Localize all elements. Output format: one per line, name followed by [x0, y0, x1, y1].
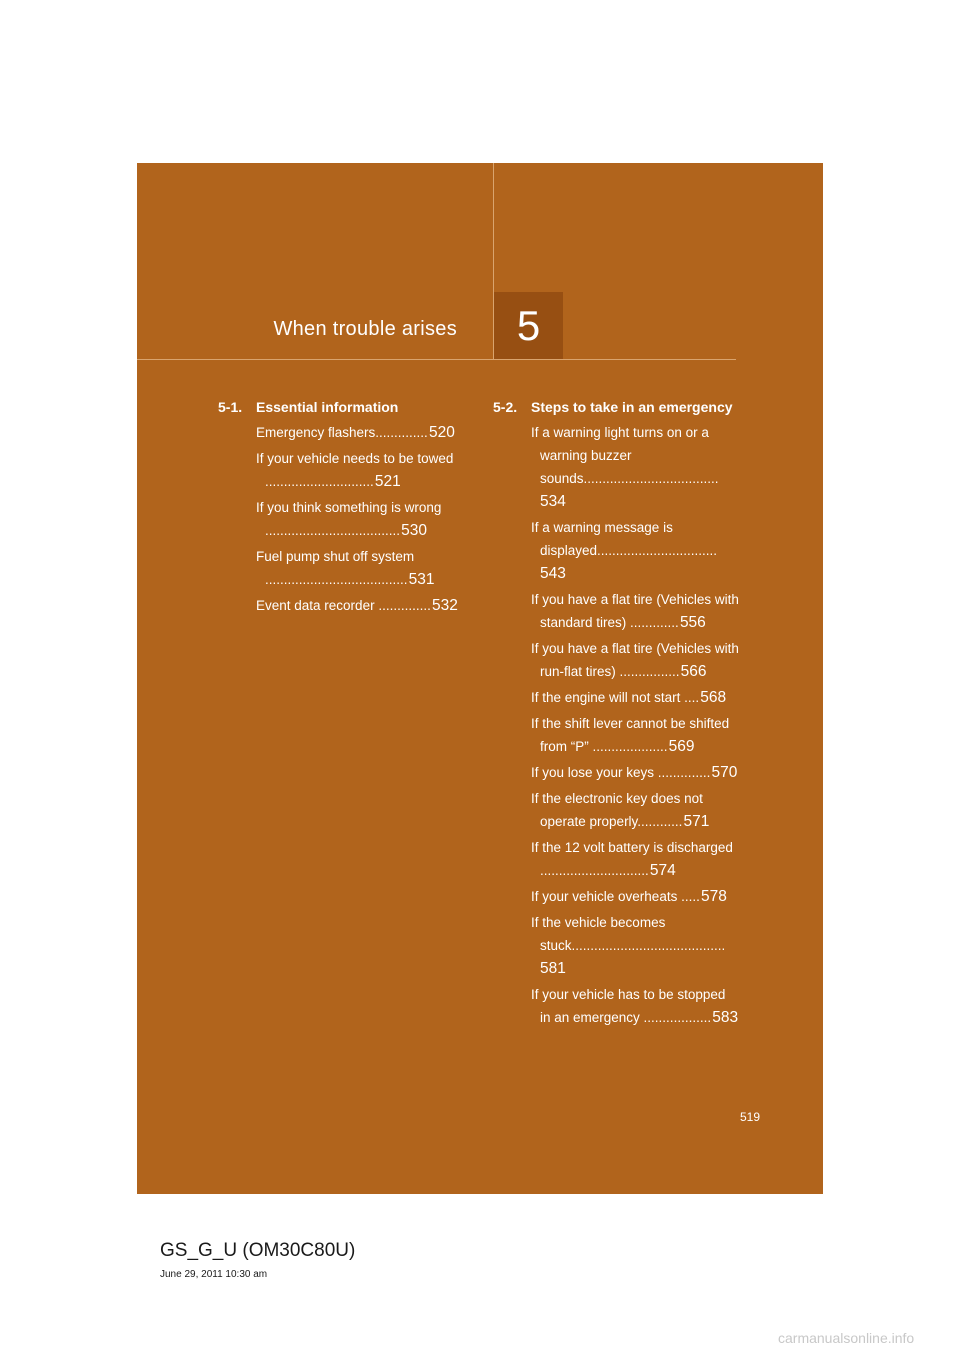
toc-entry[interactable]: [531, 911, 739, 980]
toc-entry[interactable]: [256, 447, 466, 493]
chapter-number-badge: 5: [494, 292, 563, 359]
entry-page: 556: [679, 614, 706, 631]
entry-text: If the shift lever cannot be shifted from “P” ....................: [531, 716, 730, 754]
page-number: 519: [739, 1110, 760, 1124]
toc-entry[interactable]: [531, 761, 739, 784]
entry-text: If you think something is wrong ....................................: [256, 500, 442, 538]
entry-page: 568: [700, 689, 727, 706]
toc-entry[interactable]: [531, 885, 739, 908]
entry-page: 534: [540, 493, 566, 510]
toc-entry[interactable]: [531, 516, 739, 585]
toc-entry[interactable]: [531, 637, 739, 683]
chapter-title: When trouble arises: [273, 318, 457, 340]
entry-text: If the vehicle becomes stuck.........................................: [531, 915, 726, 953]
toc-entry[interactable]: [256, 496, 466, 542]
entry-page: 578: [700, 888, 727, 905]
watermark: carmanualsonline.info: [778, 1330, 915, 1346]
entry-page: 530: [401, 522, 428, 539]
toc-entry[interactable]: [531, 836, 739, 882]
entry-text: If you lose your keys ..............: [531, 765, 711, 780]
divider-horizontal: [137, 359, 736, 360]
entry-page: 531: [408, 571, 435, 588]
entry-text: If the 12 volt battery is discharged .............................: [531, 840, 733, 878]
entry-page: 566: [680, 663, 707, 680]
toc-entry[interactable]: [531, 712, 739, 758]
section-heading: [218, 396, 466, 418]
entry-page: 583: [712, 1009, 739, 1026]
toc-section-5-1: [218, 396, 466, 620]
entry-text: If your vehicle needs to be towed .............................: [256, 451, 454, 489]
entry-text: If you have a flat tire (Vehicles with standard tires) .............: [531, 592, 739, 630]
entry-page: 581: [540, 960, 566, 977]
toc-entry[interactable]: [256, 594, 466, 617]
entry-text: Fuel pump shut off system ......................................: [256, 549, 415, 587]
entry-page: 521: [374, 473, 401, 490]
section-number: 5-2.: [493, 399, 518, 415]
section-number: 5-1.: [218, 399, 243, 415]
toc-entry[interactable]: [256, 545, 466, 591]
entry-page: 569: [668, 738, 695, 755]
section-title[interactable]: Essential information: [256, 399, 399, 415]
section-title[interactable]: Steps to take in an emergency: [531, 399, 733, 415]
entry-page: 520: [428, 424, 455, 441]
entry-page: 532: [431, 597, 458, 614]
entry-page: 543: [540, 565, 566, 582]
entry-page: 574: [649, 862, 676, 879]
section-heading: [493, 396, 739, 418]
entry-text: If your vehicle overheats .....: [531, 889, 700, 904]
toc-entry[interactable]: [531, 588, 739, 634]
entry-text: If the engine will not start ....: [531, 690, 700, 705]
toc-entry[interactable]: [531, 686, 739, 709]
entry-text: Emergency flashers..............: [256, 425, 428, 440]
entry-text: If a warning message is displayed................................: [531, 520, 718, 558]
document-date: June 29, 2011 10:30 am: [160, 1269, 268, 1280]
document-code: GS_G_U (OM30C80U): [160, 1240, 356, 1261]
entry-page: 571: [683, 813, 710, 830]
toc-entry[interactable]: [531, 421, 739, 513]
entry-text: If you have a flat tire (Vehicles with run-flat tires) ................: [531, 641, 739, 679]
toc-entry[interactable]: [256, 421, 466, 444]
entry-text: Event data recorder ..............: [256, 598, 431, 613]
entry-text: If the electronic key does not operate properly............: [531, 791, 703, 829]
toc-entry[interactable]: [531, 787, 739, 833]
entry-text: If a warning light turns on or a warning buzzer sounds....................................: [531, 425, 719, 486]
toc-section-5-2: [493, 396, 739, 1032]
entry-page: 570: [711, 764, 738, 781]
entry-text: If your vehicle has to be stopped in an emergency ..................: [531, 987, 726, 1025]
toc-entry[interactable]: [531, 983, 739, 1029]
